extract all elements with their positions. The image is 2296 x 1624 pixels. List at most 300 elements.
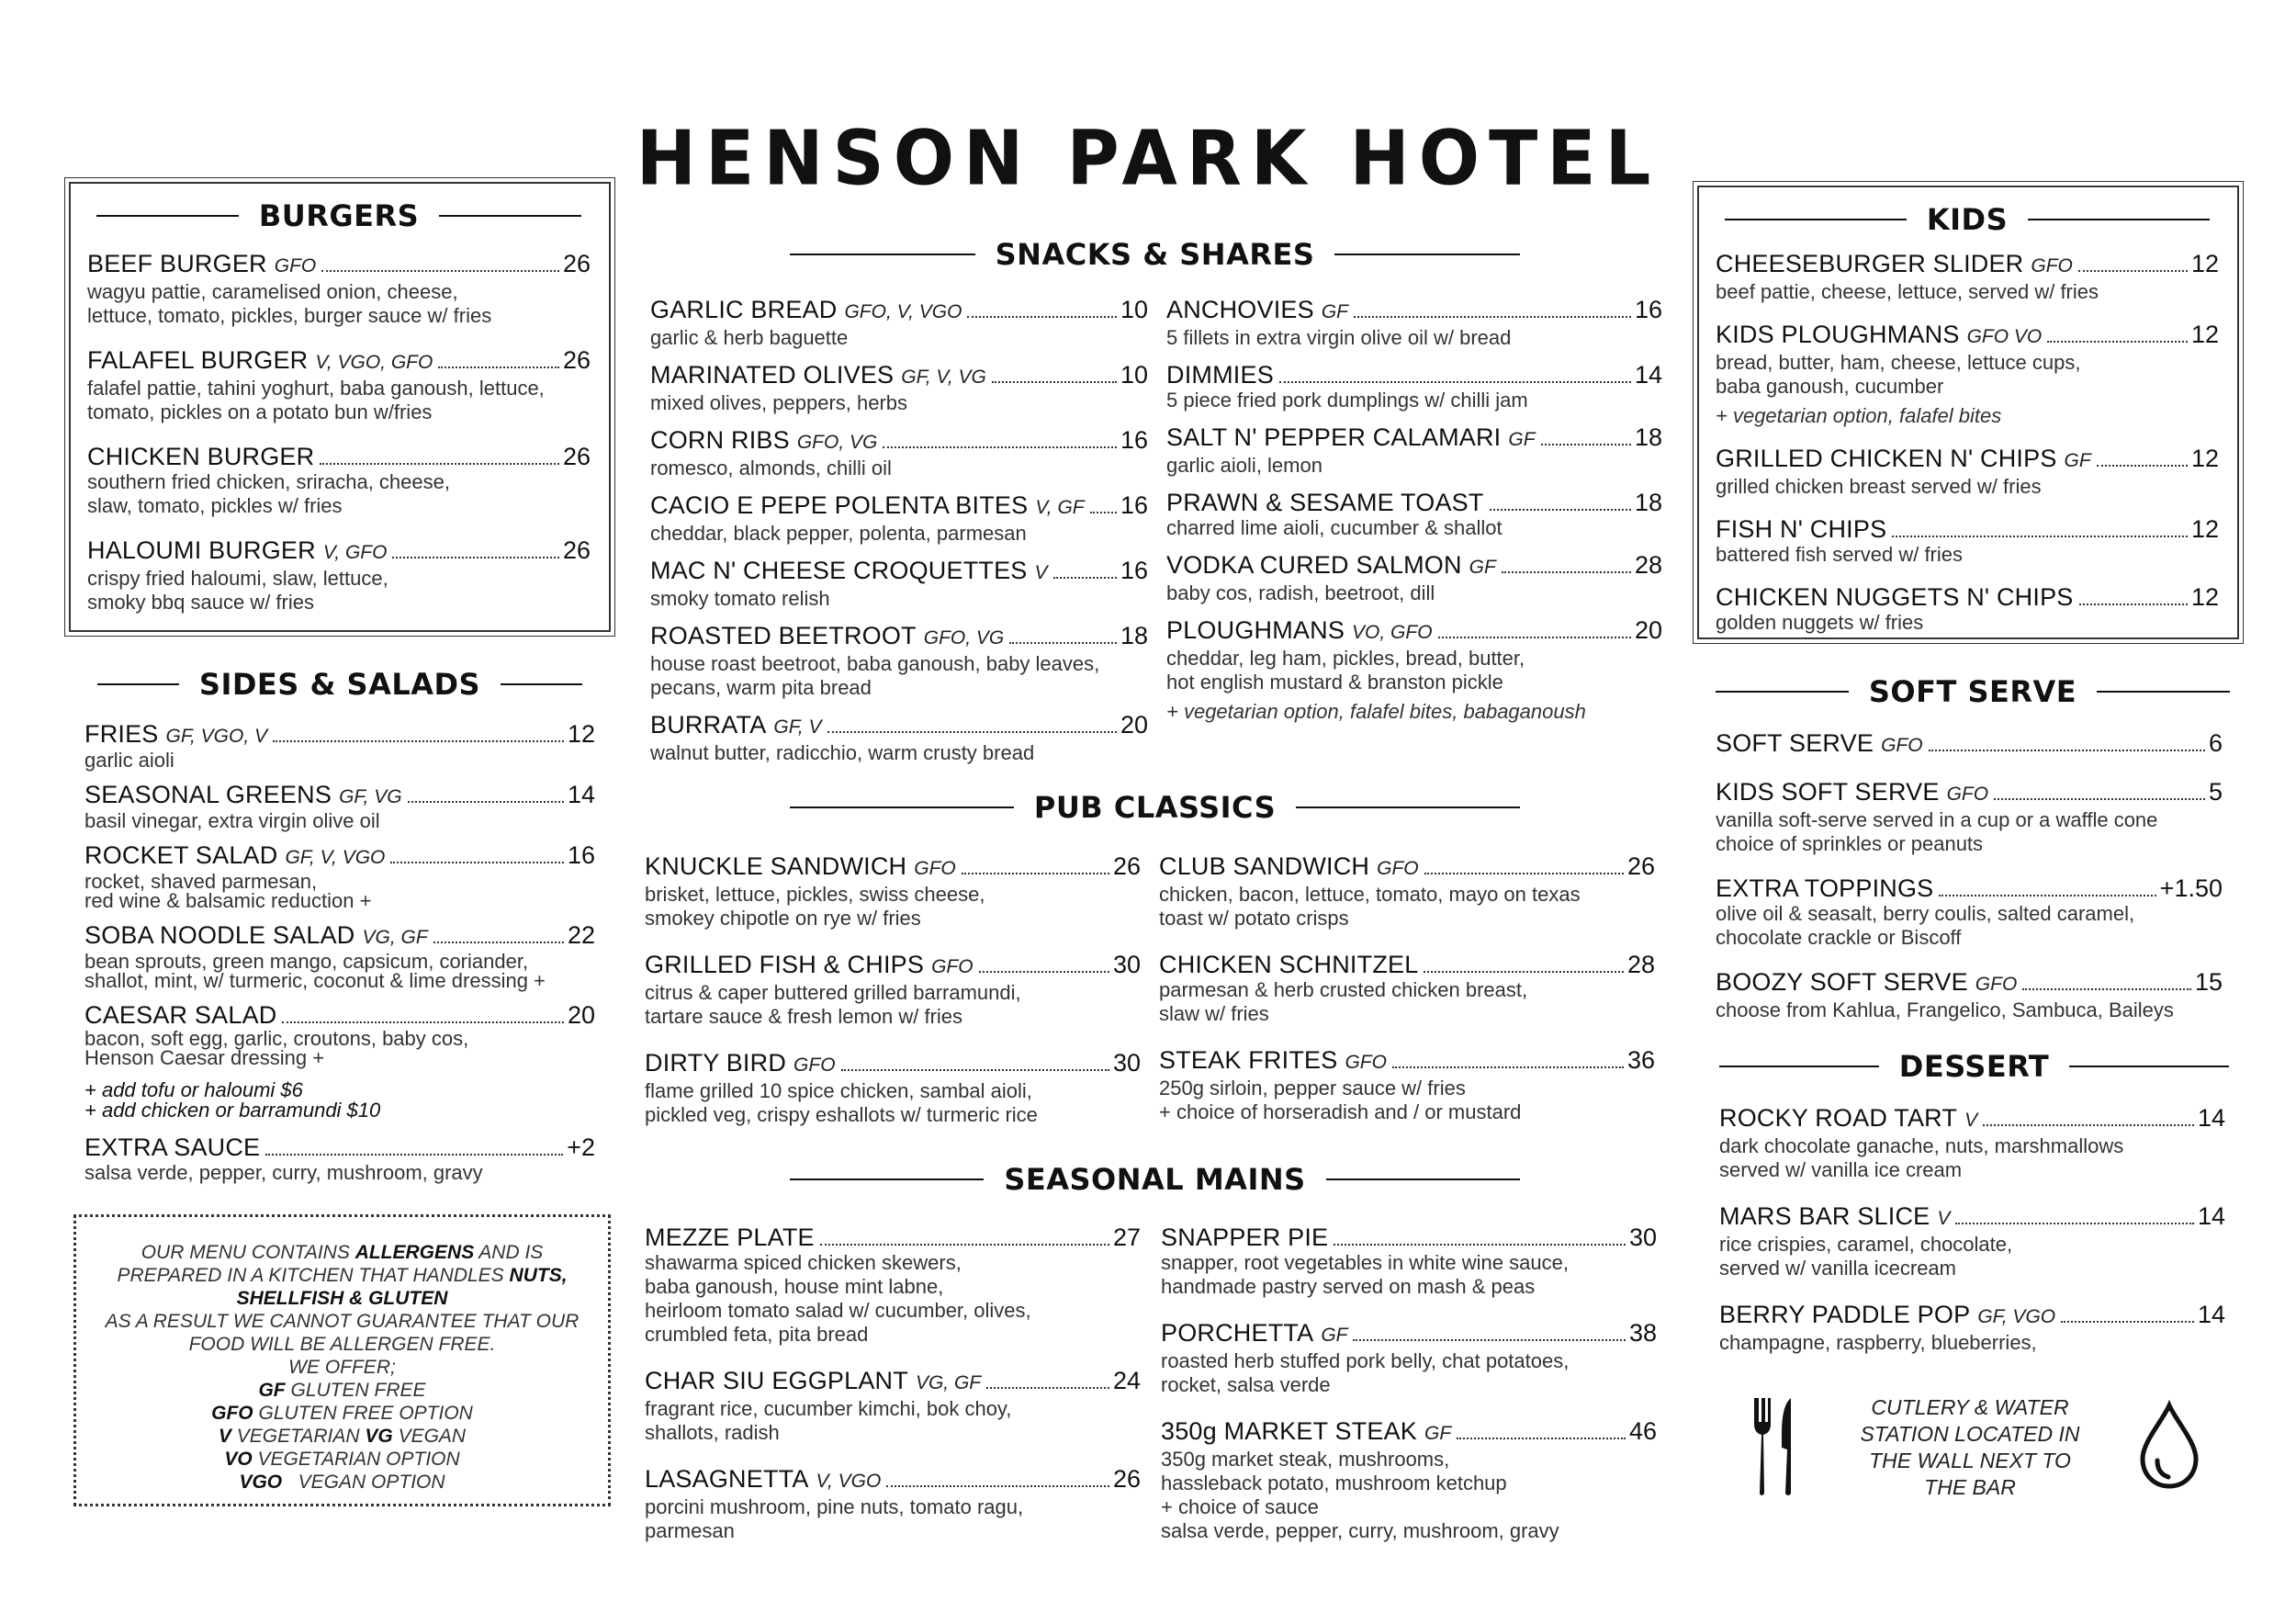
- item-price: 22: [567, 921, 595, 949]
- item-name: CLUB SANDWICH: [1159, 852, 1370, 880]
- item-name: SOBA NOODLE SALAD: [84, 921, 355, 949]
- dot-leader: [2078, 270, 2188, 272]
- seasonal-left: [645, 1224, 1141, 1563]
- item-description: smoky bbq sauce w/ fries: [87, 591, 314, 614]
- kids-panel: [1697, 186, 2239, 639]
- item-description: choice of sprinkles or peanuts: [1716, 832, 1984, 855]
- allergen-code: GFO: [211, 1403, 253, 1424]
- menu-item-porchetta: [1161, 1319, 1657, 1397]
- allergen-text: GLUTEN FREE OPTION: [258, 1403, 473, 1424]
- item-name: ROCKY ROAD TART: [1719, 1104, 1958, 1132]
- menu-item-row: [1161, 1224, 1657, 1251]
- item-price: 10: [1120, 361, 1148, 389]
- item-note: + vegetarian option, falafel bites: [1716, 404, 2002, 427]
- addon-line: + add tofu or haloumi $6: [84, 1078, 303, 1101]
- menu-item-row: [1166, 361, 1662, 389]
- menu-item-row: [1166, 489, 1662, 516]
- dietary-tags: GFO: [793, 1054, 836, 1076]
- dot-leader: [1892, 536, 2188, 537]
- item-name: PLOUGHMANS: [1166, 616, 1345, 644]
- item-description: flame grilled 10 spice chicken, sambal aioli,: [645, 1079, 1032, 1102]
- item-name: ROASTED BEETROOT: [650, 622, 917, 649]
- menu-item-ploughmans: [1166, 616, 1662, 724]
- item-description: grilled chicken breast served w/ fries: [1716, 475, 2042, 498]
- dot-leader: [986, 1387, 1109, 1389]
- item-name: MEZZE PLATE: [645, 1224, 815, 1251]
- menu-item-boozy-soft-serve: [1716, 968, 2223, 1022]
- item-description: baby cos, radish, beetroot, dill: [1166, 581, 1435, 604]
- dot-leader: [1424, 971, 1624, 973]
- item-description: smokey chipotle on rye w/ fries: [645, 907, 921, 930]
- item-description: 5 fillets in extra virgin olive oil w/ bread: [1166, 326, 1512, 349]
- item-price: 24: [1112, 1367, 1141, 1394]
- item-description: baba ganoush, house mint labne,: [645, 1275, 944, 1298]
- item-name: CHEESEBURGER SLIDER: [1716, 250, 2024, 277]
- menu-item-seasonal-greens: [84, 781, 595, 830]
- dietary-tags: GF, VGO: [1977, 1306, 2056, 1327]
- allergen-text: AS A RESULT WE CANNOT GUARANTEE THAT OUR: [105, 1311, 580, 1332]
- dietary-tags: GF: [1424, 1423, 1452, 1444]
- item-description: lettuce, tomato, pickles, burger sauce w/ fries: [87, 304, 492, 327]
- menu-item-row: [645, 1367, 1141, 1397]
- item-price: 28: [1626, 951, 1655, 978]
- item-name: KIDS PLOUGHMANS: [1716, 321, 1960, 348]
- menu-item-rocket-salad: [84, 841, 595, 910]
- menu-item-row: [1716, 778, 2223, 808]
- item-name: CHICKEN BURGER: [87, 443, 315, 470]
- item-description: bacon, soft egg, garlic, croutons, baby cos,: [84, 1027, 469, 1050]
- menu-item-row: [1166, 551, 1662, 581]
- item-description: vanilla soft-serve served in a cup or a waffle cone: [1716, 808, 2158, 831]
- dietary-tags: V, VGO: [816, 1471, 882, 1492]
- menu-item-grilled-chicken-n-chips: [1716, 445, 2219, 499]
- item-description: heirloom tomato salad w/ cucumber, olives,: [645, 1299, 1031, 1322]
- menu-item-corn-ribs: [650, 426, 1148, 480]
- dot-leader: [1279, 381, 1631, 383]
- cutlery-icon: [1750, 1396, 1802, 1497]
- item-description: slaw w/ fries: [1159, 1002, 1269, 1025]
- item-price: 18: [1120, 622, 1148, 649]
- dietary-tags: VG, GF: [915, 1372, 982, 1393]
- item-name: BEEF BURGER: [87, 250, 267, 277]
- dietary-tags: GF, V, VG: [901, 367, 986, 388]
- menu-item-cacio-e-pepe-polenta-bites: [650, 491, 1148, 546]
- cutlery-line: CUTLERY & WATER: [1871, 1395, 2069, 1419]
- kids-heading: KIDS: [1725, 202, 2210, 237]
- item-name: GRILLED FISH & CHIPS: [645, 951, 925, 978]
- dot-leader: [1983, 1124, 2194, 1126]
- dot-leader: [992, 381, 1117, 383]
- item-description: salsa verde, pepper, curry, mushroom, gravy: [1161, 1519, 1559, 1542]
- allergen-text: VEGAN: [398, 1426, 467, 1447]
- menu-item-row: [1166, 296, 1662, 326]
- menu-item-row: [650, 296, 1148, 326]
- item-description: pickled veg, crispy eshallots w/ turmeric rice: [645, 1103, 1038, 1126]
- item-description: choose from Kahlua, Frangelico, Sambuca, Baileys: [1716, 998, 2174, 1021]
- item-note: + vegetarian option, falafel bites, babaganoush: [1166, 700, 1586, 723]
- item-price: 12: [2190, 250, 2219, 277]
- item-description: porcini mushroom, pine nuts, tomato ragu,: [645, 1495, 1024, 1518]
- allergen-text: SHELLFISH & GLUTEN: [236, 1288, 448, 1309]
- item-name: MARS BAR SLICE: [1719, 1202, 1930, 1230]
- item-price: 12: [2190, 583, 2219, 611]
- menu-item-dimmies: [1166, 361, 1662, 412]
- dot-leader: [1392, 1066, 1624, 1068]
- item-price: 14: [2197, 1104, 2225, 1132]
- item-description: shallot, mint, w/ turmeric, coconut & lime dressing +: [84, 969, 546, 992]
- page-title: HENSON PARK HOTEL: [636, 115, 1660, 203]
- kids-list: [1716, 250, 2219, 635]
- menu-item-row: [87, 536, 591, 567]
- item-description: garlic aioli, lemon: [1166, 454, 1322, 477]
- dietary-tags: GF: [2064, 450, 2091, 471]
- item-description: shallots, radish: [645, 1421, 780, 1444]
- item-description: hassleback potato, mushroom ketchup: [1161, 1472, 1507, 1494]
- sides-heading: SIDES & SALADS: [97, 667, 582, 702]
- item-price: 16: [1120, 426, 1148, 454]
- menu-item-row: [1161, 1417, 1657, 1448]
- dot-leader: [2061, 1321, 2194, 1323]
- dot-leader: [1354, 316, 1631, 318]
- dietary-tags: GF, VG: [339, 786, 402, 807]
- menu-item-steak-frites: [1159, 1046, 1655, 1124]
- menu-item-row: [645, 951, 1141, 981]
- item-name: GARLIC BREAD: [650, 296, 838, 323]
- dot-leader: [320, 463, 559, 465]
- item-price: 15: [2194, 968, 2223, 996]
- allergen-text: VEGETARIAN OPTION: [257, 1449, 460, 1470]
- item-price: 30: [1112, 951, 1141, 978]
- dietary-tags: GF, V, VGO: [285, 847, 386, 868]
- item-name: EXTRA TOPPINGS: [1716, 874, 1934, 902]
- item-name: FALAFEL BURGER: [87, 346, 309, 374]
- cutlery-station-note: [1837, 1394, 2103, 1501]
- dot-leader: [1424, 873, 1624, 874]
- dot-leader: [2079, 603, 2188, 605]
- item-description: crumbled feta, pita bread: [645, 1323, 869, 1346]
- menu-item-mac-n-cheese-croquettes: [650, 557, 1148, 611]
- item-price: 46: [1628, 1417, 1657, 1445]
- item-name: ROCKET SALAD: [84, 841, 278, 869]
- dot-leader: [2047, 341, 2188, 343]
- cutlery-line: THE BAR: [1924, 1475, 2016, 1499]
- allergen-text: AND IS: [478, 1242, 544, 1263]
- item-description: served w/ vanilla ice cream: [1719, 1158, 1963, 1181]
- item-description: fragrant rice, cucumber kimchi, bok choy,: [645, 1397, 1012, 1420]
- item-price: 30: [1112, 1049, 1141, 1077]
- item-name: SNAPPER PIE: [1161, 1224, 1329, 1251]
- menu-item-rocky-road-tart: [1719, 1104, 2225, 1182]
- item-description: beef pattie, cheese, lettuce, served w/ fries: [1716, 280, 2099, 303]
- item-description: falafel pattie, tahini yoghurt, baba ganoush, lettuce,: [87, 377, 545, 400]
- menu-item-row: [645, 1049, 1141, 1079]
- item-description: garlic aioli: [84, 749, 174, 772]
- dietary-tags: GFO: [1946, 784, 1989, 805]
- item-price: 12: [567, 720, 595, 748]
- menu-item-knuckle-sandwich: [645, 852, 1141, 930]
- dietary-tags: V: [1937, 1208, 1951, 1229]
- allergen-text: WE OFFER;: [288, 1357, 396, 1378]
- snacks-heading: SNACKS & SHARES: [790, 237, 1520, 272]
- dot-leader: [1457, 1438, 1626, 1439]
- item-description: crispy fried haloumi, slaw, lettuce,: [87, 567, 388, 590]
- item-description: wagyu pattie, caramelised onion, cheese,: [87, 280, 458, 303]
- item-description: shawarma spiced chicken skewers,: [645, 1251, 962, 1274]
- menu-item-marinated-olives: [650, 361, 1148, 415]
- dot-leader: [1502, 571, 1631, 573]
- item-description: rice crispies, caramel, chocolate,: [1719, 1233, 2013, 1256]
- menu-item-mezze-plate: [645, 1224, 1141, 1347]
- menu-item-caesar-salad: [84, 1001, 595, 1067]
- dot-leader: [1053, 577, 1117, 579]
- allergen-code: V: [218, 1426, 231, 1447]
- dot-leader: [1994, 798, 2205, 800]
- allergen-text: VEGETARIAN: [236, 1426, 360, 1447]
- menu-item-row: [84, 720, 595, 750]
- dot-leader: [883, 446, 1117, 448]
- menu-item-fries: [84, 720, 595, 770]
- dot-leader: [1490, 509, 1631, 511]
- menu-item-row: [87, 443, 591, 470]
- menu-item-char-siu-eggplant: [645, 1367, 1141, 1445]
- menu-item-row: [84, 1001, 595, 1029]
- dietary-tags: V, GFO: [322, 542, 388, 563]
- dot-leader: [321, 270, 559, 272]
- item-description: snapper, root vegetables in white wine sauce,: [1161, 1251, 1569, 1274]
- item-name: GRILLED CHICKEN N' CHIPS: [1716, 445, 2057, 472]
- dietary-tags: GF, V: [773, 716, 822, 738]
- item-description: 5 piece fried pork dumplings w/ chilli jam: [1166, 389, 1528, 412]
- dietary-tags: GF: [1469, 557, 1496, 578]
- dot-leader: [886, 1485, 1109, 1487]
- item-price: 26: [1626, 852, 1655, 880]
- snacks-right: [1166, 296, 1662, 735]
- menu-item-row: [650, 622, 1148, 652]
- item-description: + choice of sauce: [1161, 1495, 1319, 1518]
- item-description: cheddar, leg ham, pickles, bread, butter,: [1166, 647, 1525, 670]
- menu-item-row: [650, 361, 1148, 391]
- menu-item-soft-serve: [1716, 729, 2223, 760]
- menu-item-extra-toppings: [1716, 874, 2223, 950]
- menu-item-row: [87, 250, 591, 280]
- item-name: BERRY PADDLE POP: [1719, 1301, 1971, 1328]
- menu-item-row: [645, 852, 1141, 883]
- item-price: 30: [1628, 1224, 1657, 1251]
- dot-leader: [273, 740, 564, 742]
- allergen-code: VO: [224, 1449, 253, 1470]
- dietary-tags: V: [1034, 562, 1048, 583]
- addon-line: + add chicken or barramundi $10: [84, 1099, 381, 1122]
- pub-left: [645, 852, 1141, 1147]
- menu-item-club-sandwich: [1159, 852, 1655, 930]
- allergen-code: VGO: [239, 1472, 283, 1493]
- item-description: basil vinegar, extra virgin olive oil: [84, 809, 380, 832]
- dot-leader: [433, 942, 564, 943]
- menu-item-burrata: [650, 711, 1148, 765]
- item-name: HALOUMI BURGER: [87, 536, 316, 564]
- dessert-panel: [1719, 1049, 2229, 1375]
- allergen-code: VG: [365, 1426, 393, 1447]
- item-name: SALT N' PEPPER CALAMARI: [1166, 423, 1502, 451]
- menu-item-snapper-pie: [1161, 1224, 1657, 1299]
- item-description: parmesan: [645, 1519, 735, 1542]
- item-description: citrus & caper buttered grilled barramundi,: [645, 981, 1021, 1004]
- dietary-tags: GFO, VG: [923, 627, 1005, 648]
- item-name: PORCHETTA: [1161, 1319, 1314, 1347]
- item-description: battered fish served w/ fries: [1716, 543, 1964, 566]
- item-name: 350g MARKET STEAK: [1161, 1417, 1418, 1445]
- item-description: champagne, raspberry, blueberries,: [1719, 1331, 2037, 1354]
- item-name: CHICKEN SCHNITZEL: [1159, 951, 1419, 978]
- menu-item-extra-sauce: [84, 1133, 595, 1185]
- dot-leader: [408, 801, 564, 803]
- dot-leader: [1939, 895, 2155, 897]
- item-description: olive oil & seasalt, berry coulis, salted caramel,: [1716, 902, 2135, 925]
- item-price: 36: [1626, 1046, 1655, 1074]
- sides-panel: [84, 667, 595, 1185]
- allergen-text: OUR MENU CONTAINS: [141, 1242, 350, 1263]
- dot-leader: [390, 862, 564, 863]
- dot-leader: [827, 731, 1117, 733]
- menu-item-soba-noodle-salad: [84, 921, 595, 990]
- dietary-tags: GF: [1321, 301, 1349, 322]
- item-name: KNUCKLE SANDWICH: [645, 852, 907, 880]
- item-price: 6: [2208, 729, 2223, 757]
- item-price: 16: [567, 841, 595, 869]
- item-name: LASAGNETTA: [645, 1465, 809, 1493]
- item-price: 10: [1120, 296, 1148, 323]
- item-name: BOOZY SOFT SERVE: [1716, 968, 1968, 996]
- item-price: 26: [562, 536, 591, 564]
- item-price: 27: [1112, 1224, 1141, 1251]
- item-description: golden nuggets w/ fries: [1716, 611, 1924, 634]
- dietary-tags: V, VGO, GFO: [315, 352, 433, 373]
- item-description: roasted herb stuffed pork belly, chat potatoes,: [1161, 1349, 1570, 1372]
- item-name: PRAWN & SESAME TOAST: [1166, 489, 1484, 516]
- dot-leader: [1929, 750, 2205, 751]
- softserve-heading: SOFT SERVE: [1716, 674, 2230, 709]
- dietary-tags: GFO: [274, 255, 317, 276]
- menu-item-row: [84, 921, 595, 952]
- item-name: CAESAR SALAD: [84, 1001, 277, 1029]
- item-name: SOFT SERVE: [1716, 729, 1874, 757]
- menu-item-cheeseburger-slider: [1716, 250, 2219, 304]
- sides-list: [84, 720, 595, 1067]
- menu-item-row: [1719, 1202, 2225, 1233]
- menu-item-row: [1159, 852, 1655, 883]
- menu-item-row: [645, 1224, 1141, 1251]
- softserve-panel: [1716, 674, 2230, 1041]
- item-description: chocolate crackle or Biscoff: [1716, 926, 1962, 949]
- item-name: CACIO E PEPE POLENTA BITES: [650, 491, 1029, 519]
- dot-leader: [265, 1154, 563, 1156]
- menu-item-anchovies: [1166, 296, 1662, 350]
- menu-item-haloumi-burger: [87, 536, 591, 615]
- dietary-tags: GFO: [1345, 1052, 1387, 1073]
- sides-addons: [84, 1080, 595, 1121]
- item-price: +2: [567, 1133, 595, 1161]
- item-price: 20: [567, 1001, 595, 1029]
- item-name: CHAR SIU EGGPLANT: [645, 1367, 908, 1394]
- item-description: walnut butter, radicchio, warm crusty bread: [650, 741, 1035, 764]
- item-description: rocket, shaved parmesan,: [84, 870, 318, 893]
- extra-sauce: [84, 1133, 595, 1185]
- item-description: rocket, salsa verde: [1161, 1373, 1331, 1396]
- dietary-tags: GFO, V, VGO: [844, 301, 962, 322]
- item-description: pecans, warm pita bread: [650, 676, 872, 699]
- item-name: DIRTY BIRD: [645, 1049, 787, 1077]
- item-description: romesco, almonds, chilli oil: [650, 457, 892, 479]
- dietary-tags: GF: [1321, 1325, 1348, 1346]
- dot-leader: [820, 1244, 1109, 1246]
- item-description: tomato, pickles on a potato bun w/fries: [87, 400, 433, 423]
- dot-leader: [1353, 1339, 1625, 1341]
- cutlery-line: THE WALL NEXT TO: [1869, 1449, 2071, 1472]
- pub-heading: PUB CLASSICS: [790, 790, 1520, 825]
- menu-item-row: [84, 1133, 595, 1161]
- dot-leader: [282, 1021, 563, 1023]
- menu-item-row: [1716, 729, 2223, 760]
- item-description: house roast beetroot, baba ganoush, baby leaves,: [650, 652, 1100, 675]
- menu-item-garlic-bread: [650, 296, 1148, 350]
- dietary-tags: V, GF: [1035, 497, 1085, 518]
- dietary-tags: GF: [1508, 429, 1536, 450]
- dietary-tags: GFO: [931, 956, 974, 977]
- dietary-tags: GF, VGO, V: [165, 726, 267, 747]
- dessert-heading: DESSERT: [1719, 1049, 2229, 1084]
- dot-leader: [967, 316, 1117, 318]
- menu-item-row: [1719, 1301, 2225, 1331]
- menu-item-row: [1716, 874, 2223, 902]
- item-price: 26: [562, 443, 591, 470]
- allergen-code: GF: [258, 1380, 286, 1401]
- item-description: 350g market steak, mushrooms,: [1161, 1448, 1450, 1471]
- item-name: KIDS SOFT SERVE: [1716, 778, 1940, 806]
- item-price: 20: [1120, 711, 1148, 739]
- menu-item-lasagnetta: [645, 1465, 1141, 1543]
- menu-item-beef-burger: [87, 250, 591, 328]
- menu-item-chicken-burger: [87, 443, 591, 518]
- item-price: 16: [1120, 557, 1148, 584]
- item-description: served w/ vanilla icecream: [1719, 1257, 1956, 1280]
- snacks-left: [650, 296, 1148, 776]
- item-name: VODKA CURED SALMON: [1166, 551, 1462, 579]
- menu-item-mars-bar-slice: [1719, 1202, 2225, 1280]
- item-description: charred lime aioli, cucumber & shallot: [1166, 516, 1503, 539]
- menu-item-falafel-burger: [87, 346, 591, 424]
- item-price: 14: [2197, 1301, 2225, 1328]
- dot-leader: [841, 1069, 1109, 1071]
- dietary-tags: V: [1964, 1110, 1978, 1131]
- menu-item-chicken-schnitzel: [1159, 951, 1655, 1026]
- item-description: hot english mustard & branston pickle: [1166, 671, 1503, 694]
- menu-item-row: [1159, 951, 1655, 978]
- item-description: 250g sirloin, pepper sauce w/ fries: [1159, 1077, 1466, 1100]
- menu-item-row: [1719, 1104, 2225, 1134]
- item-description: dark chocolate ganache, nuts, marshmallows: [1719, 1134, 2124, 1157]
- item-description: cheddar, black pepper, polenta, parmesan: [650, 522, 1027, 545]
- item-description: southern fried chicken, sriracha, cheese,: [87, 470, 450, 493]
- item-price: 26: [562, 250, 591, 277]
- item-name: FRIES: [84, 720, 159, 748]
- item-price: 38: [1628, 1319, 1657, 1347]
- menu-item-prawn-sesame-toast: [1166, 489, 1662, 540]
- item-price: 28: [1634, 551, 1662, 579]
- dot-leader: [1541, 444, 1631, 445]
- menu-item-row: [650, 426, 1148, 457]
- allergen-text: GLUTEN FREE: [290, 1380, 426, 1401]
- menu-item-row: [1161, 1319, 1657, 1349]
